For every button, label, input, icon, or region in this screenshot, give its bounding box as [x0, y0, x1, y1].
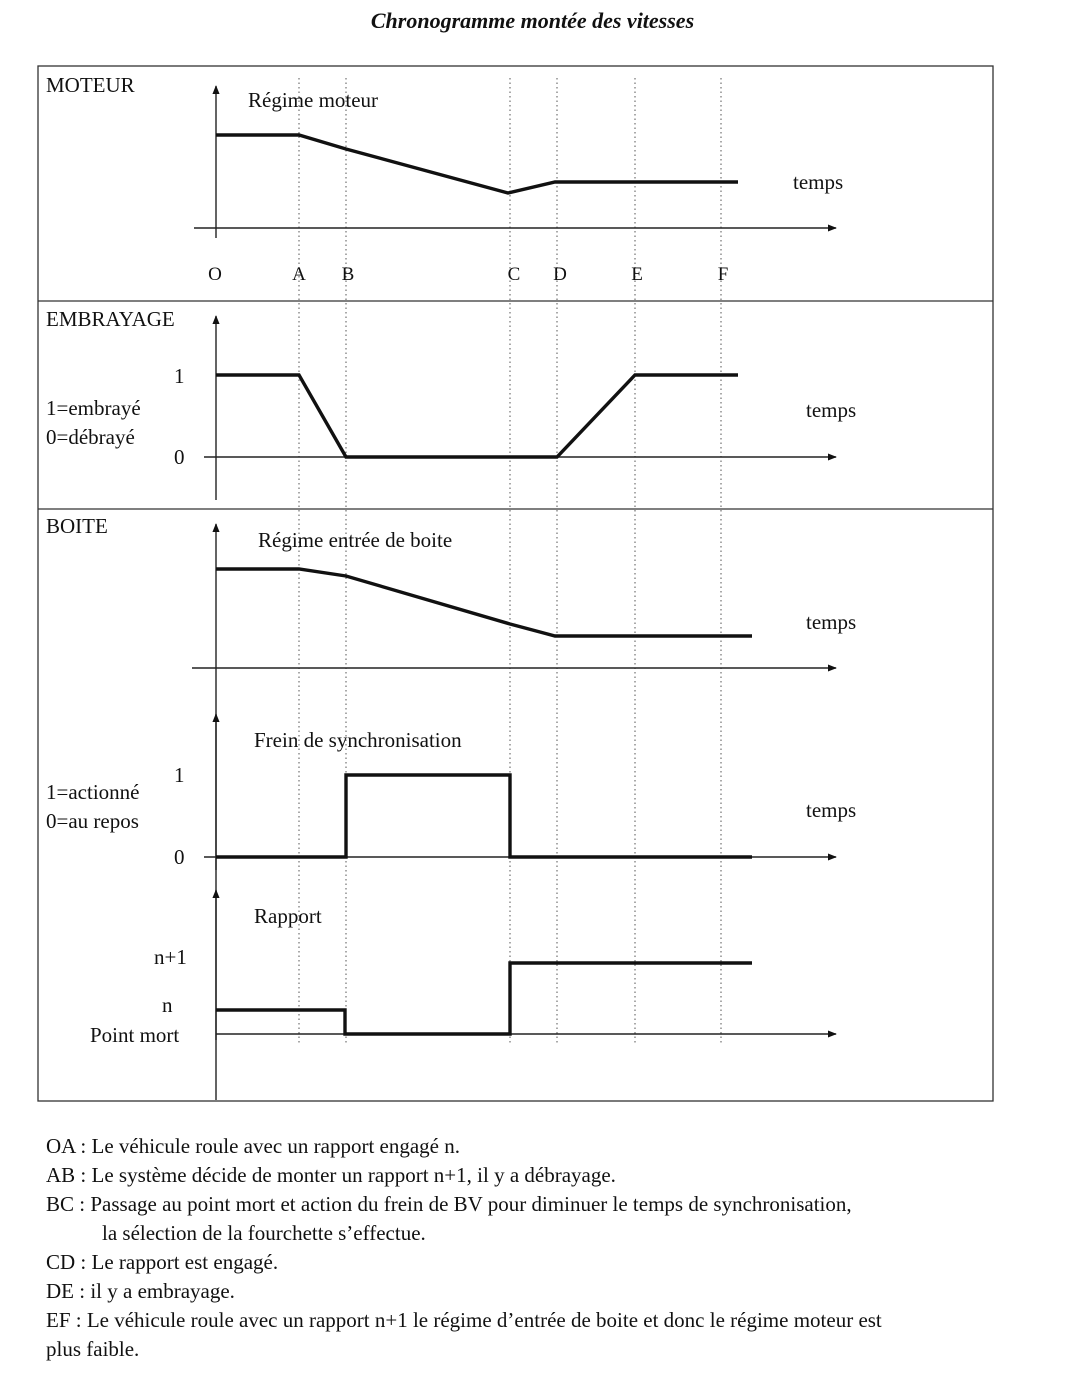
boite-section-label: BOITE [46, 514, 108, 538]
rapport-level-mid: n [162, 993, 173, 1017]
rapport-curve-label: Rapport [254, 904, 322, 928]
frein-time-label: temps [806, 798, 857, 822]
time-guides [299, 78, 721, 1045]
frein-signal [216, 775, 752, 857]
note-bc: BC : Passage au point mort et action du frein de BV pour diminuer le temps de synchronisation, [46, 1192, 852, 1216]
frein-legend-1: 1=actionné [46, 780, 140, 804]
note-cd: CD : Le rapport est engagé. [46, 1250, 279, 1274]
embrayage-section-label: EMBRAYAGE [46, 307, 175, 331]
note-de: DE : il y a embrayage. [46, 1279, 235, 1303]
embrayage-legend-1: 1=embrayé [46, 396, 141, 420]
frein-curve-label: Frein de synchronisation [254, 728, 462, 752]
frein-level-1: 1 [174, 763, 185, 787]
note-ef-continued: plus faible. [46, 1337, 140, 1361]
boite-regime-signal [216, 569, 752, 636]
embrayage-level-0: 0 [174, 445, 185, 469]
frein-legend-0: 0=au repos [46, 809, 139, 833]
time-point-b: B [341, 264, 355, 285]
moteur-time-label: temps [793, 170, 844, 194]
time-point-c: C [507, 264, 521, 285]
time-point-f: F [717, 264, 729, 285]
embrayage-panel [46, 307, 856, 500]
time-point-d: D [553, 264, 567, 285]
moteur-regime-signal [216, 135, 738, 193]
frein-level-0: 0 [174, 845, 185, 869]
rapport-signal [216, 963, 752, 1034]
time-point-e: E [631, 264, 643, 285]
phase-notes [46, 1132, 1046, 1364]
embrayage-level-1: 1 [174, 364, 185, 388]
rapport-level-low: Point mort [90, 1023, 180, 1047]
time-point-o: O [208, 264, 222, 285]
boite-curve-label: Régime entrée de boite [258, 528, 453, 552]
frein-panel [46, 714, 856, 870]
note-ab: AB : Le système décide de monter un rapport n+1, il y a débrayage. [46, 1163, 616, 1187]
time-point-a: A [292, 264, 306, 285]
note-ef: EF : Le véhicule roule avec un rapport n+1 le régime d’entrée de boite et donc le régime moteur est [46, 1308, 882, 1332]
boite-time-label: temps [806, 610, 857, 634]
note-bc-continued: la sélection de la fourchette s’effectue. [102, 1221, 426, 1245]
diagram-title: Chronogramme montée des vitesses [370, 8, 695, 33]
embrayage-signal [216, 375, 738, 457]
note-oa: OA : Le véhicule roule avec un rapport engagé n. [46, 1134, 461, 1158]
rapport-panel [90, 890, 836, 1047]
moteur-curve-label: Régime moteur [248, 88, 379, 112]
embrayage-time-label: temps [806, 398, 857, 422]
time-point-labels [208, 264, 728, 285]
moteur-panel [46, 73, 843, 238]
moteur-section-label: MOTEUR [46, 73, 135, 97]
rapport-level-high: n+1 [154, 945, 187, 969]
embrayage-legend-0: 0=débrayé [46, 425, 135, 449]
